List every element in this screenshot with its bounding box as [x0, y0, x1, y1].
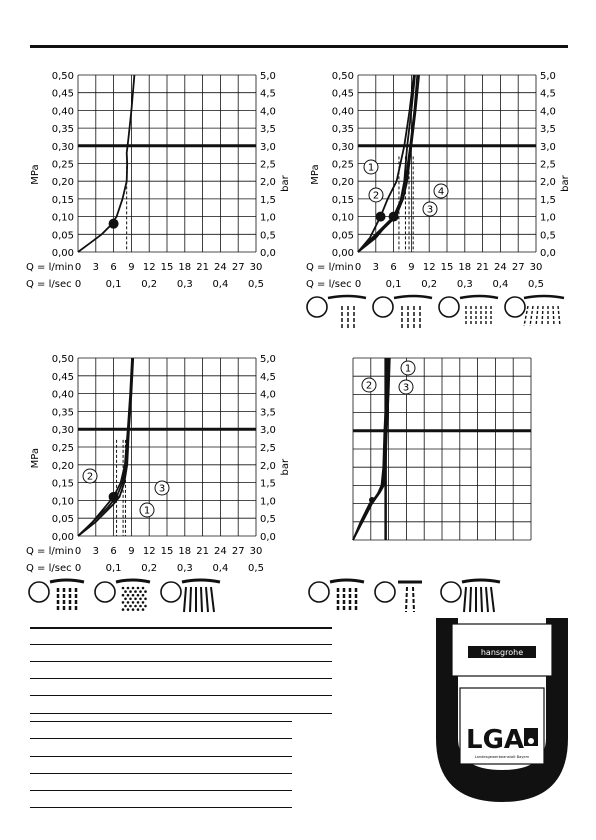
lmin-tick-label: 21	[196, 546, 209, 557]
bar-axis-label: bar	[280, 458, 291, 476]
spray-dot	[142, 587, 145, 590]
bar-tick-label: 4,5	[260, 371, 276, 383]
bar-tick-label: 3,5	[540, 124, 556, 136]
spray-icon-9	[372, 578, 436, 618]
operating-point-marker	[376, 212, 386, 222]
spray-dot	[127, 587, 130, 590]
lsec-tick-label: 0,1	[105, 563, 122, 574]
bar-tick-label: 0,5	[260, 230, 276, 242]
callout-label-2: 2	[86, 471, 94, 483]
bar-tick-label: 2,0	[540, 177, 556, 189]
spray-icon-3	[436, 294, 500, 334]
spray-dot	[124, 605, 127, 608]
mpa-axis-label: MPa	[310, 164, 321, 185]
lmin-tick-label: 15	[160, 546, 174, 557]
spray-dot	[127, 608, 130, 611]
lmin-tick-label: 15	[160, 262, 174, 273]
bar-tick-label: 3,5	[260, 124, 276, 136]
lmin-tick-label: 9	[128, 546, 135, 557]
callout-label-2: 2	[365, 380, 373, 392]
mpa-tick-label: 0,15	[331, 194, 354, 206]
table-rule	[30, 807, 292, 808]
bar-tick-label: 1,5	[540, 194, 556, 206]
spray-dot	[129, 590, 132, 593]
lsec-tick-label: 0,2	[421, 279, 438, 290]
spray-icon-7	[158, 578, 222, 618]
callout-label-4: 4	[437, 186, 445, 198]
table-rule	[30, 678, 332, 679]
lmin-tick-label: 3	[92, 546, 99, 557]
spray-dot	[124, 598, 127, 601]
callout-label-3: 3	[426, 204, 434, 216]
spray-dot	[124, 590, 127, 593]
lsec-tick-label: 0	[74, 563, 82, 574]
spray-dot	[137, 587, 140, 590]
spray-icon-2	[370, 294, 434, 334]
spray-dot	[132, 594, 135, 597]
mpa-tick-label: 0,00	[51, 532, 74, 543]
spray-dot	[144, 598, 147, 601]
lmin-tick-label: 0	[74, 262, 82, 273]
lsec-tick-label: 0,1	[385, 279, 402, 290]
callout-label-1: 1	[404, 363, 412, 375]
lsec-tick-label: 0,4	[492, 279, 509, 290]
spray-icon-5	[26, 578, 90, 618]
cert-text: LGA	[466, 725, 525, 755]
table-rule	[30, 738, 292, 739]
bar-tick-label: 0,0	[260, 532, 276, 543]
lmin-tick-label: 6	[110, 262, 117, 273]
lmin-tick-label: 27	[231, 262, 245, 273]
mpa-axis-label: MPa	[30, 164, 41, 185]
lmin-tick-label: 30	[249, 546, 263, 557]
bar-tick-label: 2,0	[260, 460, 276, 472]
lmin-tick-label: 30	[529, 262, 543, 273]
lmin-tick-label: 12	[142, 546, 156, 557]
spray-dot	[122, 587, 125, 590]
lsec-tick-label: 0,3	[176, 563, 193, 574]
callout-label-3: 3	[402, 382, 410, 394]
mpa-tick-label: 0,05	[51, 514, 74, 526]
bar-tick-label: 3,5	[260, 407, 276, 419]
bar-tick-label: 4,0	[540, 106, 556, 118]
table-rule	[30, 695, 332, 696]
mpa-tick-label: 0,10	[51, 212, 74, 224]
callout-label-2: 2	[372, 190, 380, 202]
mpa-tick-label: 0,30	[51, 425, 74, 437]
mpa-tick-label: 0,25	[51, 443, 74, 454]
spray-dot	[142, 608, 145, 611]
mpa-axis-label: MPa	[30, 448, 41, 469]
bar-tick-label: 1,0	[540, 212, 556, 224]
mpa-tick-label: 0,10	[331, 212, 354, 224]
mpa-tick-label: 0,20	[51, 177, 74, 189]
lsec-tick-label: 0	[74, 279, 82, 290]
bar-tick-label: 0,5	[540, 230, 556, 242]
bar-tick-label: 1,5	[260, 194, 276, 206]
bar-tick-label: 4,0	[260, 106, 276, 118]
callout-label-1: 1	[367, 162, 375, 174]
q-lsec-label: Q = l/sec	[26, 279, 72, 290]
lmin-tick-label: 3	[92, 262, 99, 273]
lmin-tick-label: 18	[178, 262, 192, 273]
bar-tick-label: 5,0	[540, 71, 556, 82]
bar-tick-label: 3,0	[260, 141, 276, 153]
operating-point-marker	[109, 219, 119, 229]
mpa-tick-label: 0,40	[51, 389, 74, 401]
spray-dot	[144, 590, 147, 593]
q-lsec-label: Q = l/sec	[306, 279, 352, 290]
spray-dot	[127, 594, 130, 597]
lmin-tick-label: 18	[178, 546, 192, 557]
spray-dot	[122, 601, 125, 604]
table-rule	[30, 644, 332, 645]
table-rule	[30, 721, 292, 722]
mpa-tick-label: 0,05	[331, 230, 354, 242]
mpa-tick-label: 0,00	[331, 248, 354, 259]
mpa-tick-label: 0,35	[331, 124, 354, 136]
spray-dot	[127, 601, 130, 604]
lmin-tick-label: 12	[422, 262, 436, 273]
bar-tick-label: 5,0	[260, 71, 276, 82]
spray-dot	[142, 601, 145, 604]
mpa-tick-label: 0,15	[51, 194, 74, 206]
lsec-tick-label: 0,5	[528, 279, 544, 290]
bar-tick-label: 3,0	[540, 141, 556, 153]
spray-dot	[137, 594, 140, 597]
mpa-tick-label: 0,30	[51, 141, 74, 153]
q-lmin-label: Q = l/min	[26, 262, 74, 273]
lmin-tick-label: 18	[458, 262, 472, 273]
lsec-tick-label: 0,1	[105, 279, 122, 290]
bar-axis-label: bar	[560, 175, 571, 192]
bar-tick-label: 0,0	[260, 248, 276, 259]
lmin-tick-label: 24	[494, 262, 507, 273]
lsec-tick-label: 0,5	[248, 563, 264, 574]
lmin-tick-label: 15	[440, 262, 454, 273]
mpa-tick-label: 0,20	[331, 177, 354, 189]
spray-dot	[129, 598, 132, 601]
lmin-tick-label: 12	[142, 262, 156, 273]
spray-dot	[139, 590, 142, 593]
table-rule	[30, 790, 292, 791]
spray-dot	[122, 594, 125, 597]
spray-dot	[139, 605, 142, 608]
lmin-tick-label: 3	[372, 262, 379, 273]
spray-icon-1	[304, 294, 368, 334]
bar-tick-label: 2,5	[540, 159, 556, 171]
spray-dot	[142, 594, 145, 597]
lmin-tick-label: 0	[354, 262, 362, 273]
mpa-tick-label: 0,10	[51, 496, 74, 508]
spray-icon-4	[502, 294, 566, 334]
spray-dot	[137, 601, 140, 604]
bar-tick-label: 2,0	[260, 177, 276, 189]
lmin-tick-label: 6	[110, 546, 117, 557]
bar-tick-label: 5,0	[260, 354, 276, 365]
mpa-tick-label: 0,50	[51, 354, 74, 365]
spray-dot	[137, 608, 140, 611]
mpa-tick-label: 0,50	[51, 71, 74, 82]
bar-tick-label: 4,5	[260, 88, 276, 100]
lsec-tick-label: 0,5	[248, 279, 264, 290]
bar-tick-label: 2,5	[260, 443, 276, 454]
mpa-tick-label: 0,25	[51, 159, 74, 171]
mpa-tick-label: 0,45	[51, 371, 74, 383]
spray-dot	[134, 590, 137, 593]
lmin-tick-label: 24	[214, 262, 227, 273]
lmin-tick-label: 27	[511, 262, 525, 273]
lsec-tick-label: 0	[354, 279, 362, 290]
table-rule	[30, 773, 292, 774]
bar-tick-label: 0,0	[540, 248, 556, 259]
spray-icon-8	[306, 578, 370, 618]
lsec-tick-label: 0,3	[176, 279, 193, 290]
spray-dot	[132, 601, 135, 604]
cert-subtext: Landesgewerbeanstalt Bayern	[474, 755, 530, 759]
lmin-tick-label: 27	[231, 546, 245, 557]
lsec-tick-label: 0,3	[456, 279, 473, 290]
mpa-tick-label: 0,40	[331, 106, 354, 118]
lmin-tick-label: 24	[214, 546, 227, 557]
mpa-tick-label: 0,40	[51, 106, 74, 118]
mpa-tick-label: 0,05	[51, 230, 74, 242]
bar-tick-label: 4,5	[540, 88, 556, 100]
mpa-tick-label: 0,20	[51, 460, 74, 472]
bar-tick-label: 0,5	[260, 514, 276, 526]
table-top-rule	[30, 627, 332, 629]
mpa-tick-label: 0,45	[51, 88, 74, 100]
lmin-tick-label: 9	[408, 262, 415, 273]
bar-tick-label: 1,0	[260, 212, 276, 224]
table-rule	[30, 661, 332, 662]
mpa-tick-label: 0,30	[331, 141, 354, 153]
spray-icon-6	[92, 578, 156, 618]
lmin-tick-label: 9	[128, 262, 135, 273]
brand-text: hansgrohe	[480, 648, 524, 657]
callout-label-1: 1	[143, 505, 151, 517]
lsec-tick-label: 0,4	[212, 279, 229, 290]
certification-logo	[436, 618, 568, 802]
mpa-tick-label: 0,35	[51, 407, 74, 419]
lmin-tick-label: 0	[74, 546, 82, 557]
mpa-tick-label: 0,50	[331, 71, 354, 82]
spray-dot	[122, 608, 125, 611]
bar-tick-label: 3,0	[260, 425, 276, 437]
spray-icon-10	[438, 578, 502, 618]
mpa-tick-label: 0,35	[51, 124, 74, 136]
q-lmin-label: Q = l/min	[26, 546, 74, 557]
spray-dot	[134, 605, 137, 608]
bar-tick-label: 2,5	[260, 159, 276, 171]
spray-dot	[132, 587, 135, 590]
q-lmin-label: Q = l/min	[306, 262, 354, 273]
q-lsec-label: Q = l/sec	[26, 563, 72, 574]
lsec-tick-label: 0,4	[212, 563, 229, 574]
spray-dot	[134, 598, 137, 601]
spray-dot	[132, 608, 135, 611]
lmin-tick-label: 6	[390, 262, 397, 273]
lmin-tick-label: 21	[196, 262, 209, 273]
lsec-tick-label: 0,2	[141, 279, 158, 290]
mpa-tick-label: 0,45	[331, 88, 354, 100]
mpa-tick-label: 0,25	[331, 159, 354, 171]
spray-dot	[129, 605, 132, 608]
lsec-tick-label: 0,2	[141, 563, 158, 574]
table-rule	[30, 713, 332, 714]
lmin-tick-label: 30	[249, 262, 263, 273]
bar-tick-label: 1,0	[260, 496, 276, 508]
callout-label-3: 3	[158, 483, 166, 495]
bar-axis-label: bar	[280, 175, 291, 192]
lmin-tick-label: 21	[476, 262, 489, 273]
bar-tick-label: 1,5	[260, 478, 276, 490]
mpa-tick-label: 0,15	[51, 478, 74, 490]
spray-dot	[144, 605, 147, 608]
bar-tick-label: 4,0	[260, 389, 276, 401]
mpa-tick-label: 0,00	[51, 248, 74, 259]
spray-dot	[139, 598, 142, 601]
table-rule	[30, 756, 292, 757]
